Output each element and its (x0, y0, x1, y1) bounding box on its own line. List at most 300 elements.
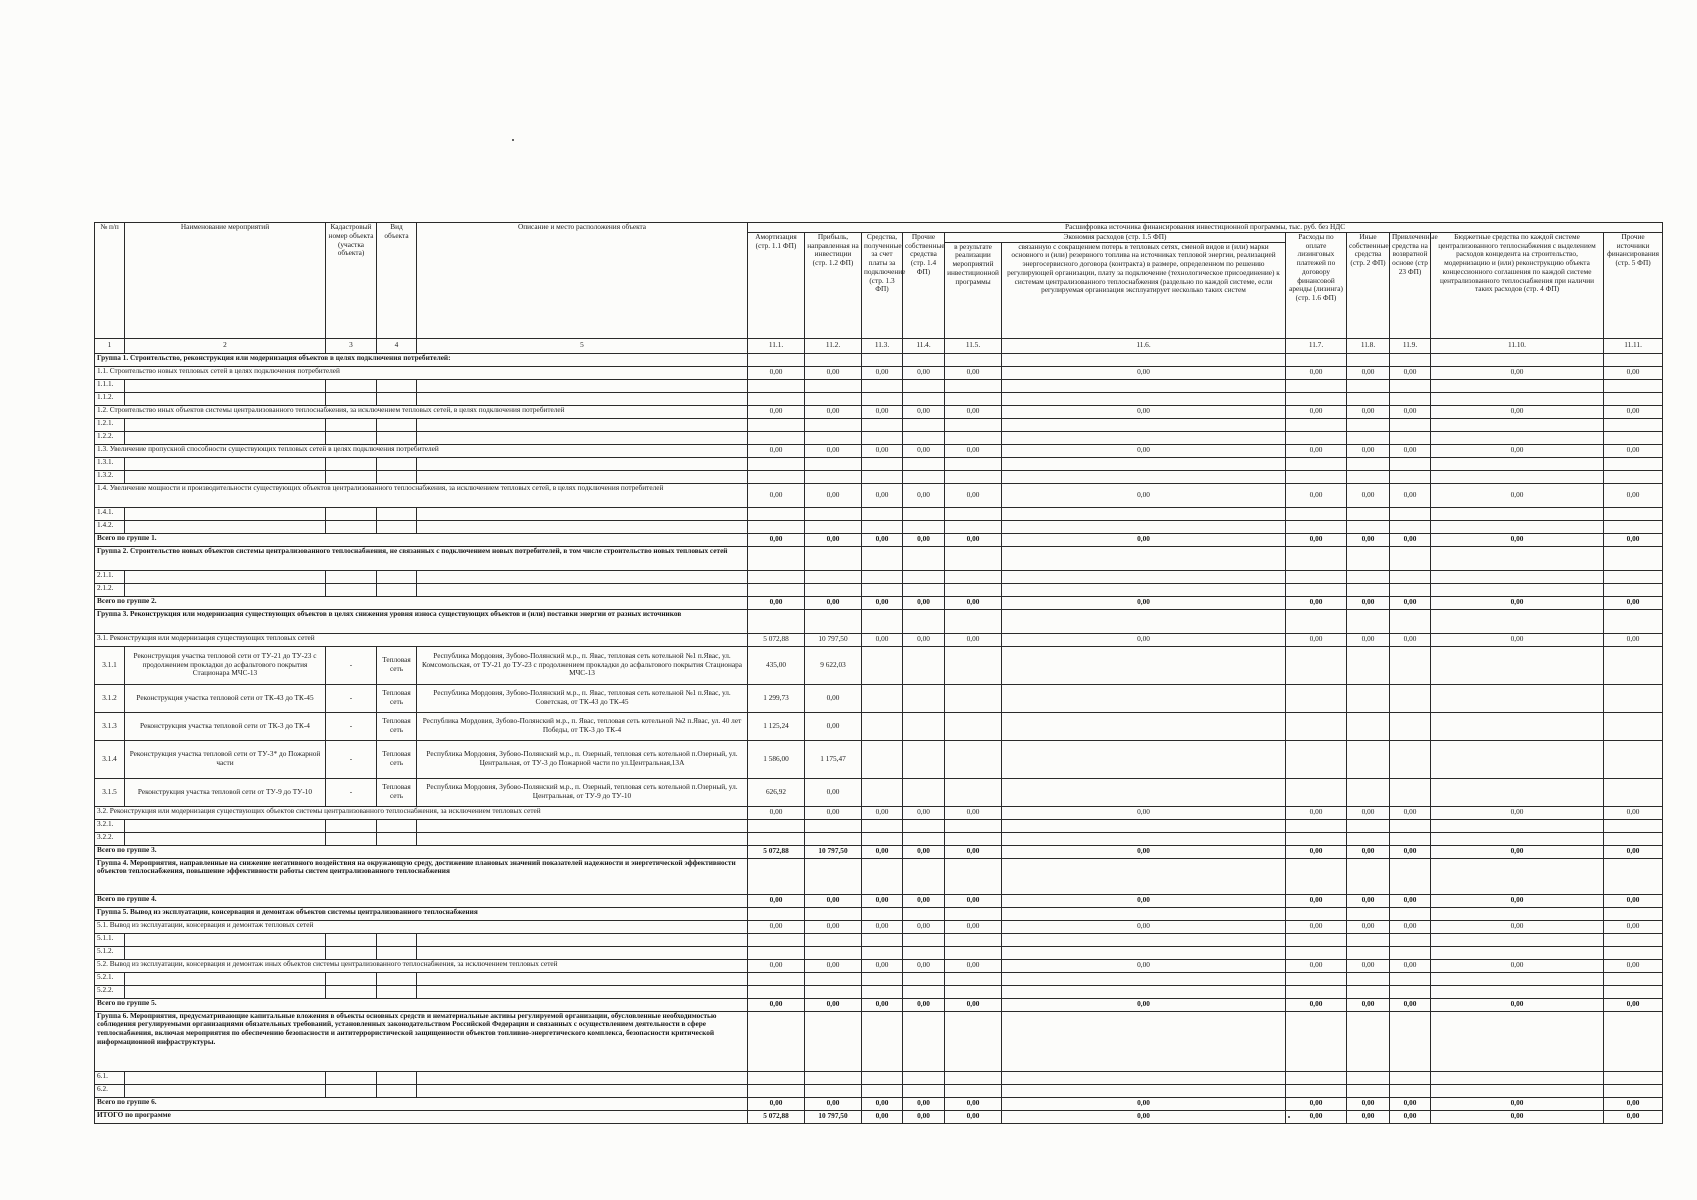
value-cell: 0,00 (1286, 845, 1347, 858)
empty-cell (805, 470, 862, 483)
empty-cell (1390, 583, 1431, 596)
empty-cell (125, 418, 326, 431)
col-number: 3 (326, 338, 377, 353)
empty-cell (1604, 353, 1663, 366)
empty-cell (1431, 712, 1604, 740)
value-cell: 0,00 (1431, 366, 1604, 379)
empty-cell (748, 431, 805, 444)
empty-cell (1390, 431, 1431, 444)
value-cell: 0,00 (1286, 1097, 1347, 1110)
empty-cell (945, 379, 1002, 392)
value-cell: 0,00 (862, 483, 903, 507)
empty-cell (1286, 646, 1347, 684)
value-cell: 0,00 (1347, 366, 1390, 379)
item-description: Республика Мордовия, Зубово-Полянский м.р., п. Явас, тепловая сеть котельной №2 п.Явас, ул. 40 лет Победы, от ТК-3 до ТК-4 (417, 712, 748, 740)
row-label: Всего по группе 2. (95, 596, 748, 609)
empty-cell (945, 1071, 1002, 1084)
value-cell: 0,00 (903, 920, 945, 933)
empty-cell (903, 609, 945, 633)
value-cell: 9 622,03 (805, 646, 862, 684)
value-cell: 0,00 (1002, 533, 1286, 546)
value-cell: 0,00 (1002, 998, 1286, 1011)
empty-cell (805, 583, 862, 596)
empty-cell (1286, 520, 1347, 533)
empty-cell (326, 431, 377, 444)
empty-cell (1390, 646, 1431, 684)
value-cell: 0,00 (805, 533, 862, 546)
empty-cell (945, 819, 1002, 832)
empty-cell (417, 946, 748, 959)
empty-cell (1286, 431, 1347, 444)
list-item (95, 819, 1663, 832)
empty-cell (1286, 985, 1347, 998)
value-cell: 0,00 (805, 778, 862, 806)
empty-cell (903, 431, 945, 444)
group-header-row (95, 858, 1663, 894)
empty-cell (945, 392, 1002, 405)
empty-cell (1347, 646, 1390, 684)
empty-cell (903, 819, 945, 832)
value-cell: 0,00 (748, 959, 805, 972)
empty-cell (805, 546, 862, 570)
empty-cell (377, 379, 417, 392)
group-header-row (95, 546, 1663, 570)
empty-cell (1347, 907, 1390, 920)
value-cell: 0,00 (1604, 920, 1663, 933)
empty-cell (862, 684, 903, 712)
empty-cell (1286, 933, 1347, 946)
empty-cell (326, 933, 377, 946)
value-cell: 0,00 (1347, 920, 1390, 933)
value-cell: 0,00 (1347, 845, 1390, 858)
item-description: Республика Мордовия, Зубово-Полянский м.р., п. Озерный, тепловая сеть котельной п.Озерный, ул. Центральная, от ТУ-9 до ТУ-10 (417, 778, 748, 806)
list-item (95, 379, 1663, 392)
value-cell: 0,00 (862, 444, 903, 457)
value-cell: 0,00 (1604, 483, 1663, 507)
item-type: Тепловая сеть (377, 740, 417, 778)
empty-cell (945, 858, 1002, 894)
value-cell: 0,00 (903, 633, 945, 646)
empty-cell (1390, 740, 1431, 778)
value-cell: 0,00 (1347, 633, 1390, 646)
value-cell: 0,00 (1002, 366, 1286, 379)
item-name: Реконструкция участка тепловой сети от ТК-3 до ТК-4 (125, 712, 326, 740)
value-cell: 0,00 (805, 894, 862, 907)
empty-cell (748, 972, 805, 985)
empty-cell (1002, 431, 1286, 444)
value-cell: 0,00 (1002, 806, 1286, 819)
value-cell: 0,00 (1431, 1097, 1604, 1110)
row-label: 5.1. Вывод из эксплуатации, консервация и демонтаж тепловых сетей (95, 920, 748, 933)
value-cell: 0,00 (945, 596, 1002, 609)
empty-cell (326, 832, 377, 845)
value-cell: 0,00 (1604, 444, 1663, 457)
empty-cell (1002, 858, 1286, 894)
empty-cell (125, 392, 326, 405)
col-number: 11.9. (1390, 338, 1431, 353)
empty-cell (1347, 546, 1390, 570)
value-cell: 0,00 (1431, 483, 1604, 507)
empty-cell (945, 470, 1002, 483)
value-cell: 10 797,50 (805, 845, 862, 858)
empty-cell (125, 1071, 326, 1084)
empty-cell (1347, 470, 1390, 483)
col-header-leasing: Расходы по оплате лизинговых платежей по договору финансовой аренды (лизинга) (стр. 1.6 ФП) (1286, 232, 1347, 338)
group-total-row (95, 1110, 1663, 1123)
value-cell: 0,00 (1390, 998, 1431, 1011)
row-label: 1.4. Увеличение мощности и производительности существующих объектов централизованного теплоснабжения, за исключением тепловых сетей, в целях подключения потребителей (95, 483, 748, 507)
empty-cell (748, 507, 805, 520)
empty-cell (125, 985, 326, 998)
empty-cell (805, 392, 862, 405)
row-label: Всего по группе 4. (95, 894, 748, 907)
row-label: Группа 3. Реконструкция или модернизация существующих объектов в целях снижения уровня износа существующих объектов и (или) поставки энергии от разных источников (95, 609, 748, 633)
value-cell: 0,00 (1431, 806, 1604, 819)
empty-cell (945, 907, 1002, 920)
col-header-type: Вид объекта (377, 223, 417, 339)
group-total-row (95, 596, 1663, 609)
value-cell: 0,00 (1347, 596, 1390, 609)
empty-cell (862, 972, 903, 985)
value-cell: 0,00 (1002, 1097, 1286, 1110)
value-cell: 0,00 (1431, 920, 1604, 933)
empty-cell (1390, 418, 1431, 431)
empty-cell (805, 985, 862, 998)
empty-cell (945, 832, 1002, 845)
value-cell: 0,00 (748, 444, 805, 457)
col-header-no: № п/п (95, 223, 125, 339)
empty-cell (377, 570, 417, 583)
col-header-description: Описание и место расположения объекта (417, 223, 748, 339)
empty-cell (945, 933, 1002, 946)
empty-cell (862, 379, 903, 392)
empty-cell (1347, 778, 1390, 806)
empty-cell (125, 520, 326, 533)
empty-cell (125, 972, 326, 985)
empty-cell (805, 832, 862, 845)
empty-cell (1431, 520, 1604, 533)
empty-cell (377, 507, 417, 520)
empty-cell (805, 507, 862, 520)
empty-cell (377, 1084, 417, 1097)
row-label: Всего по группе 1. (95, 533, 748, 546)
empty-cell (945, 520, 1002, 533)
row-label: 6.1. (95, 1071, 125, 1084)
value-cell: 0,00 (748, 1097, 805, 1110)
row-label: 1.4.2. (95, 520, 125, 533)
group-total-row (95, 1097, 1663, 1110)
value-cell: 0,00 (1431, 596, 1604, 609)
empty-cell (805, 353, 862, 366)
empty-cell (1390, 392, 1431, 405)
empty-cell (1286, 778, 1347, 806)
value-cell: 0,00 (1604, 405, 1663, 418)
value-cell: 0,00 (805, 1097, 862, 1110)
empty-cell (748, 392, 805, 405)
value-cell: 0,00 (1347, 533, 1390, 546)
value-cell: 626,92 (748, 778, 805, 806)
item-cadastral: - (326, 646, 377, 684)
empty-cell (903, 546, 945, 570)
empty-cell (377, 457, 417, 470)
value-cell: 0,00 (805, 920, 862, 933)
empty-cell (862, 520, 903, 533)
item-description: Республика Мордовия, Зубово-Полянский м.р., п. Явас, тепловая сеть котельной №1 п.Явас, ул. Советская, от ТК-43 до ТК-45 (417, 684, 748, 712)
empty-cell (748, 1071, 805, 1084)
empty-cell (903, 379, 945, 392)
group-header-row (95, 353, 1663, 366)
empty-cell (903, 946, 945, 959)
empty-cell (1604, 819, 1663, 832)
value-cell: 0,00 (1286, 596, 1347, 609)
value-cell: 0,00 (903, 1097, 945, 1110)
empty-cell (1286, 1011, 1347, 1071)
empty-cell (1002, 907, 1286, 920)
empty-cell (903, 778, 945, 806)
empty-cell (1002, 712, 1286, 740)
empty-cell (1604, 712, 1663, 740)
value-cell: 0,00 (1604, 633, 1663, 646)
empty-cell (862, 546, 903, 570)
value-cell: 0,00 (1431, 894, 1604, 907)
value-cell: 0,00 (805, 366, 862, 379)
empty-cell (805, 418, 862, 431)
empty-cell (1431, 1084, 1604, 1097)
empty-cell (1390, 609, 1431, 633)
value-cell: 0,00 (1286, 405, 1347, 418)
value-cell: 0,00 (805, 684, 862, 712)
empty-cell (748, 546, 805, 570)
subgroup-row (95, 483, 1663, 507)
empty-cell (748, 379, 805, 392)
col-number: 11.10. (1431, 338, 1604, 353)
row-label: Группа 5. Вывод из эксплуатации, консервация и демонтаж объектов системы централизованного теплоснабжения (95, 907, 748, 920)
value-cell: 0,00 (1431, 1110, 1604, 1123)
empty-cell (1347, 985, 1390, 998)
investment-program-table (94, 222, 1662, 1124)
empty-cell (862, 583, 903, 596)
empty-cell (748, 470, 805, 483)
value-cell: 0,00 (862, 920, 903, 933)
subgroup-row (95, 444, 1663, 457)
empty-cell (945, 946, 1002, 959)
group-total-row (95, 533, 1663, 546)
empty-cell (1390, 832, 1431, 845)
empty-cell (1604, 684, 1663, 712)
empty-cell (862, 431, 903, 444)
empty-cell (945, 609, 1002, 633)
item-cadastral: - (326, 684, 377, 712)
empty-cell (1002, 470, 1286, 483)
empty-cell (377, 392, 417, 405)
empty-cell (1390, 379, 1431, 392)
empty-cell (1002, 778, 1286, 806)
empty-cell (1347, 520, 1390, 533)
empty-cell (862, 858, 903, 894)
empty-cell (1002, 684, 1286, 712)
empty-cell (1431, 858, 1604, 894)
empty-cell (125, 570, 326, 583)
empty-cell (1286, 418, 1347, 431)
empty-cell (1431, 1011, 1604, 1071)
empty-cell (1604, 646, 1663, 684)
row-label: 1.4.1. (95, 507, 125, 520)
col-header-profit: Прибыль, направленная на инвестиции (стр. 1.2 ФП) (805, 232, 862, 338)
empty-cell (903, 832, 945, 845)
empty-cell (1002, 507, 1286, 520)
empty-cell (748, 858, 805, 894)
value-cell: 0,00 (1286, 366, 1347, 379)
empty-cell (903, 1084, 945, 1097)
empty-cell (903, 933, 945, 946)
value-cell: 0,00 (1390, 1097, 1431, 1110)
col-number: 11.6. (1002, 338, 1286, 353)
empty-cell (1390, 858, 1431, 894)
empty-cell (1390, 353, 1431, 366)
empty-cell (1002, 353, 1286, 366)
subgroup-row (95, 806, 1663, 819)
item-number: 3.1.3 (95, 712, 125, 740)
empty-cell (326, 470, 377, 483)
value-cell: 5 072,88 (748, 633, 805, 646)
col-number: 11.8. (1347, 338, 1390, 353)
value-cell: 0,00 (1002, 405, 1286, 418)
empty-cell (748, 819, 805, 832)
row-label: 5.1.1. (95, 933, 125, 946)
item-type: Тепловая сеть (377, 712, 417, 740)
empty-cell (125, 379, 326, 392)
value-cell: 0,00 (945, 920, 1002, 933)
empty-cell (417, 583, 748, 596)
empty-cell (903, 985, 945, 998)
empty-cell (1604, 418, 1663, 431)
empty-cell (748, 933, 805, 946)
empty-cell (903, 646, 945, 684)
value-cell: 0,00 (1347, 998, 1390, 1011)
empty-cell (125, 933, 326, 946)
subgroup-row (95, 366, 1663, 379)
row-label: 1.3.2. (95, 470, 125, 483)
empty-cell (945, 1084, 1002, 1097)
empty-cell (1604, 379, 1663, 392)
empty-cell (1604, 431, 1663, 444)
empty-cell (1002, 570, 1286, 583)
empty-cell (748, 583, 805, 596)
row-label: 2.1.1. (95, 570, 125, 583)
item-type: Тепловая сеть (377, 778, 417, 806)
col-header-name: Наименование мероприятий (125, 223, 326, 339)
empty-cell (1390, 520, 1431, 533)
empty-cell (417, 985, 748, 998)
col-number: 11.3. (862, 338, 903, 353)
value-cell: 0,00 (862, 533, 903, 546)
empty-cell (377, 431, 417, 444)
value-cell: 0,00 (1604, 806, 1663, 819)
empty-cell (805, 1071, 862, 1084)
item-cadastral: - (326, 778, 377, 806)
empty-cell (1431, 392, 1604, 405)
empty-cell (1604, 520, 1663, 533)
empty-cell (377, 520, 417, 533)
empty-cell (1390, 470, 1431, 483)
empty-cell (805, 457, 862, 470)
value-cell: 0,00 (1390, 366, 1431, 379)
empty-cell (1286, 392, 1347, 405)
value-cell: 0,00 (748, 483, 805, 507)
row-label: 5.1.2. (95, 946, 125, 959)
empty-cell (945, 583, 1002, 596)
row-label: 1.2.1. (95, 418, 125, 431)
col-header-other-sources: Прочие источники финансирования (стр. 5 ФП) (1604, 232, 1663, 338)
value-cell: 0,00 (1390, 845, 1431, 858)
empty-cell (805, 570, 862, 583)
empty-cell (1347, 392, 1390, 405)
empty-cell (862, 418, 903, 431)
value-cell: 0,00 (862, 806, 903, 819)
col-number: 11.11. (1604, 338, 1663, 353)
row-label: 1.3. Увеличение пропускной способности существующих тепловых сетей в целях подключения потребителей (95, 444, 748, 457)
value-cell: 0,00 (1002, 596, 1286, 609)
empty-cell (377, 583, 417, 596)
empty-cell (417, 431, 748, 444)
empty-cell (1347, 819, 1390, 832)
row-label: ИТОГО по программе (95, 1110, 748, 1123)
empty-cell (1347, 418, 1390, 431)
value-cell: 0,00 (1002, 894, 1286, 907)
list-item (95, 392, 1663, 405)
row-label: 1.1.2. (95, 392, 125, 405)
empty-cell (903, 457, 945, 470)
value-cell: 0,00 (805, 806, 862, 819)
value-cell: 0,00 (748, 894, 805, 907)
row-label: 5.2.1. (95, 972, 125, 985)
empty-cell (1002, 972, 1286, 985)
empty-cell (326, 570, 377, 583)
item-number: 3.1.1 (95, 646, 125, 684)
empty-cell (417, 1071, 748, 1084)
row-label: 1.2. Строительство иных объектов системы централизованного теплоснабжения, за исключением тепловых сетей, в целях подключения потребителей (95, 405, 748, 418)
group-header-row (95, 609, 1663, 633)
subgroup-row (95, 633, 1663, 646)
value-cell: 0,00 (945, 998, 1002, 1011)
empty-cell (945, 570, 1002, 583)
value-cell: 0,00 (748, 366, 805, 379)
empty-cell (805, 1011, 862, 1071)
empty-cell (1390, 819, 1431, 832)
empty-cell (748, 457, 805, 470)
empty-cell (1431, 457, 1604, 470)
value-cell: 0,00 (805, 444, 862, 457)
list-item (95, 985, 1663, 998)
row-label: 2.1.2. (95, 583, 125, 596)
empty-cell (1604, 740, 1663, 778)
row-label: 3.2.1. (95, 819, 125, 832)
value-cell: 0,00 (1286, 920, 1347, 933)
value-cell: 0,00 (945, 1110, 1002, 1123)
empty-cell (903, 520, 945, 533)
list-item (95, 933, 1663, 946)
group-total-row (95, 894, 1663, 907)
col-header-cadastral: Кадастровый номер объекта (участка объекта) (326, 223, 377, 339)
empty-cell (1347, 379, 1390, 392)
empty-cell (903, 470, 945, 483)
empty-cell (377, 819, 417, 832)
value-cell: 0,00 (945, 533, 1002, 546)
list-item (95, 431, 1663, 444)
empty-cell (862, 778, 903, 806)
empty-cell (417, 832, 748, 845)
empty-cell (1002, 457, 1286, 470)
